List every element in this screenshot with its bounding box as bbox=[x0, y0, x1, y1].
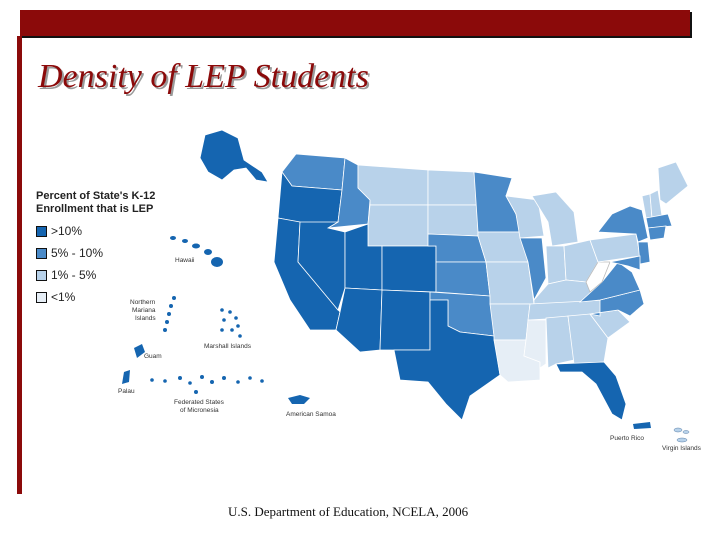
label-guam: Guam bbox=[144, 353, 162, 360]
label-northern-mariana-2: Mariana bbox=[132, 307, 156, 314]
legend-label-lt1: <1% bbox=[51, 290, 76, 304]
state-connecticut bbox=[648, 226, 666, 240]
state-colorado bbox=[382, 246, 436, 292]
state-wyoming bbox=[368, 205, 428, 246]
legend-label-gt10: >10% bbox=[51, 224, 83, 238]
state-montana bbox=[358, 165, 428, 205]
label-micronesia-1: Federated States bbox=[174, 399, 224, 406]
label-micronesia-2: of Micronesia bbox=[180, 407, 219, 414]
legend-swatch-gt10 bbox=[36, 226, 47, 237]
label-puerto-rico: Puerto Rico bbox=[610, 435, 644, 442]
slide-title: Density of LEP Students bbox=[38, 58, 369, 95]
legend-title-line1: Percent of State's K-12 bbox=[36, 190, 156, 202]
label-hawaii: Hawaii bbox=[175, 257, 195, 264]
label-marshall: Marshall Islands bbox=[204, 343, 251, 350]
label-palau: Palau bbox=[118, 388, 135, 395]
label-northern-mariana-1: Northern bbox=[130, 299, 156, 306]
legend-item-5-10 bbox=[36, 246, 166, 260]
state-arizona bbox=[336, 288, 382, 352]
label-american-samoa: American Samoa bbox=[286, 411, 336, 418]
source-footer: U.S. Department of Education, NCELA, 2006 bbox=[228, 504, 469, 519]
state-arkansas bbox=[490, 304, 530, 340]
state-florida bbox=[556, 362, 626, 420]
title-bar bbox=[20, 10, 690, 36]
legend-item-1-5 bbox=[36, 268, 166, 282]
american-samoa-island bbox=[288, 395, 310, 404]
state-maine bbox=[658, 162, 688, 204]
marshall-islands bbox=[220, 308, 242, 338]
legend-swatch-5-10 bbox=[36, 248, 47, 259]
left-accent-bar bbox=[17, 36, 22, 494]
legend-item-gt10 bbox=[36, 224, 166, 238]
legend-swatch-lt1 bbox=[36, 292, 47, 303]
state-nebraska bbox=[428, 234, 486, 262]
legend-label-1-5: 1% - 5% bbox=[51, 268, 97, 282]
puerto-rico-island bbox=[633, 422, 651, 429]
contiguous-us bbox=[274, 154, 688, 420]
state-indiana bbox=[546, 246, 566, 284]
state-new-mexico bbox=[380, 290, 430, 350]
micronesia-islands bbox=[150, 375, 264, 394]
label-virgin-islands: Virgin Islands bbox=[662, 445, 701, 452]
palau-island bbox=[122, 370, 130, 384]
state-kansas bbox=[436, 262, 490, 296]
legend-item-lt1 bbox=[36, 290, 166, 304]
legend-title-line2: Enrollment that is LEP bbox=[36, 203, 154, 215]
legend-swatch-1-5 bbox=[36, 270, 47, 281]
state-north-dakota bbox=[428, 170, 478, 205]
label-northern-mariana-3: Islands bbox=[135, 315, 156, 322]
state-south-dakota bbox=[428, 205, 478, 236]
map-legend bbox=[36, 190, 166, 304]
state-missouri bbox=[486, 262, 534, 304]
virgin-islands bbox=[674, 428, 689, 442]
legend-label-5-10: 5% - 10% bbox=[51, 246, 104, 260]
state-alaska bbox=[200, 130, 268, 182]
